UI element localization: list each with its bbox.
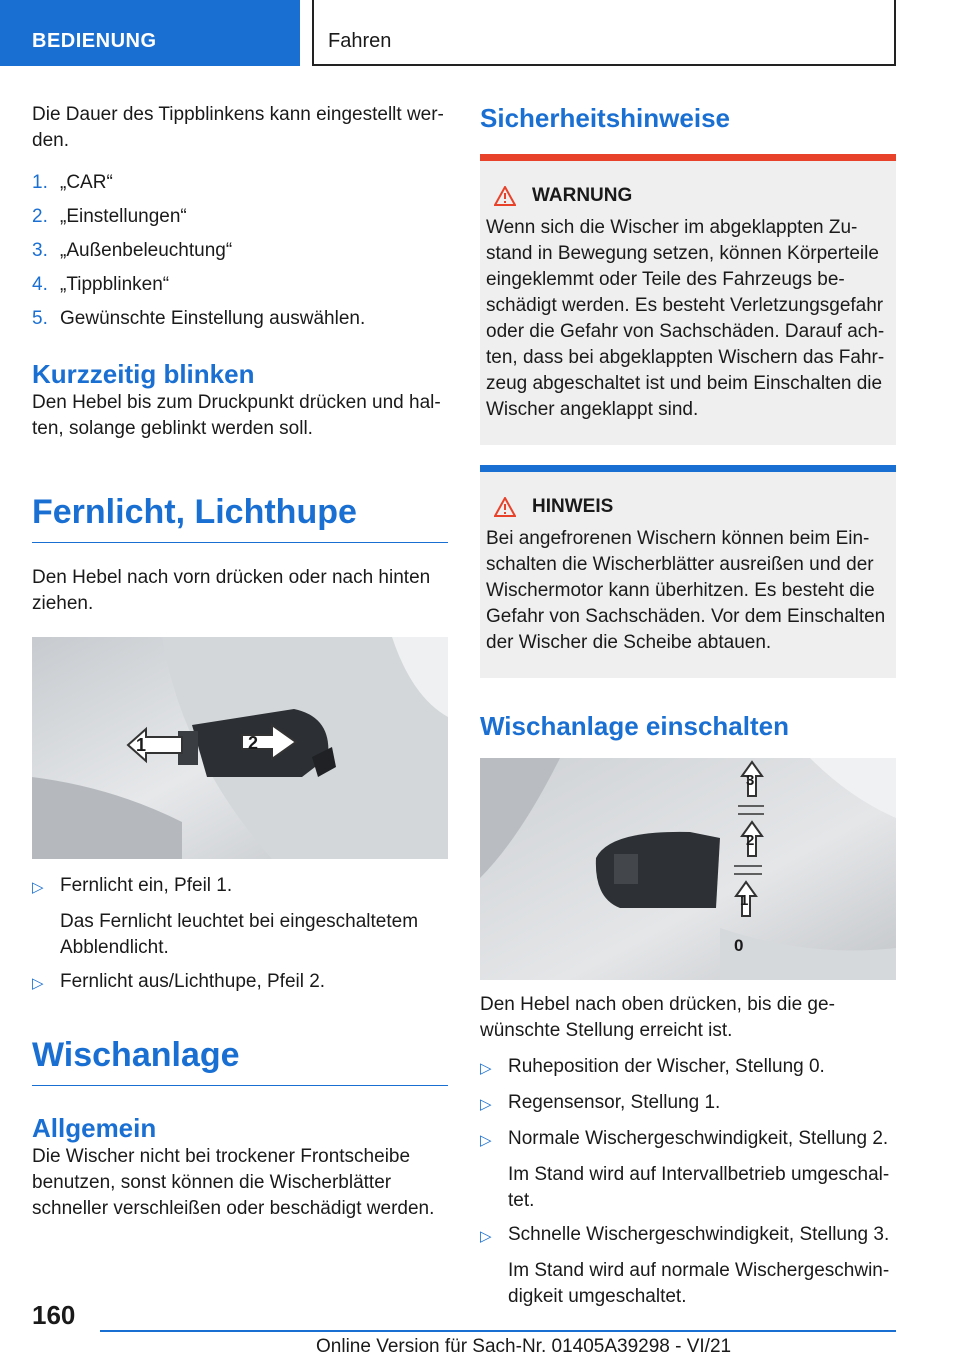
footer-rule [100, 1330, 896, 1332]
einschalten-paragraph: Den Hebel nach oben drücken, bis die ge-wünschte Stellung erreicht ist. [480, 994, 835, 1041]
caution-triangle-icon [494, 497, 516, 517]
position-label-3: 3 [746, 772, 755, 789]
kurzzeitig-paragraph: Den Hebel bis zum Druckpunkt drücken und hal-ten, solange geblinkt werden soll. [32, 392, 441, 439]
heading-fernlicht: Fernlicht, Lichthupe [32, 493, 357, 531]
fernlicht-list [32, 873, 448, 901]
steps-list [32, 170, 448, 332]
einschalten-list-2 [480, 1222, 896, 1250]
hint-box [480, 465, 896, 678]
warning-triangle-icon [494, 186, 516, 206]
chapter-title: Fahren [312, 0, 896, 66]
section-tab: BEDIENUNG [0, 0, 300, 66]
list-item: 5. Gewünschte Einstellung auswählen. [32, 308, 366, 329]
heading-kurzzeitig: Kurzzeitig blinken [32, 359, 255, 389]
triangle-bullet-icon: ▷ [480, 1132, 492, 1149]
list-item: ▷ Regensensor, Stellung 1. [480, 1090, 896, 1118]
list-item: 1. „CAR“ [32, 172, 113, 193]
arrow-label-1: 1 [136, 735, 147, 755]
hint-text: Bei angefrorenen Wischern können beim Ein-schalten die Wischerblätter ausreißen und der Wischermotor kann überhitzen. Es besteht die Gefahr von Sachschäden. Vor dem Einschalten der Wischer die Scheibe abtauen. [486, 528, 886, 653]
arrow-label-2: 2 [248, 733, 259, 753]
fernlicht-paragraph: Den Hebel nach vorn drücken oder nach hinten ziehen. [32, 567, 431, 614]
heading-wischanlage: Wischanlage [32, 1036, 240, 1074]
list-item: 4. „Tippblinken“ [32, 274, 170, 295]
fernlicht-list-2 [32, 969, 448, 997]
warning-text: Wenn sich die Wischer im abgeklappten Zu-stand in Bewegung setzen, können Körperteile eingeklemmt oder Teile des Fahrzeugs be-schädigt werden. Es besteht Verletzungsgefahr oder die Gefahr von Sachschäden. Darauf ach-ten, dass bei abgeklappten Wischern das Fahr-zeug abgeschaltet ist und beim Einschalten die Wischer angeklappt sind. [486, 217, 885, 420]
list-item: 2. „Einstellungen“ [32, 206, 187, 227]
list-item: ▷ Fernlicht ein, Pfeil 1. [32, 873, 448, 901]
page-number: 160 [32, 1300, 76, 1330]
intro-paragraph: Die Dauer des Tippblinkens kann eingestellt wer-den. [32, 104, 444, 151]
triangle-bullet-icon: ▷ [32, 975, 44, 992]
heading-allgemein: Allgemein [32, 1113, 157, 1143]
list-item: 3. „Außenbeleuchtung“ [32, 240, 233, 261]
position-label-2: 2 [746, 832, 755, 849]
triangle-bullet-icon: ▷ [480, 1096, 492, 1113]
position-label-1: 1 [740, 892, 749, 909]
warning-title: WARNUNG [532, 185, 633, 206]
wischanlage-image [480, 758, 896, 980]
triangle-bullet-icon: ▷ [480, 1228, 492, 1245]
left-column [32, 102, 448, 1222]
list-item: ▷ Normale Wischergeschwindigkeit, Stellung 2. [480, 1126, 896, 1154]
heading-sicherheitshinweise: Sicherheitshinweise [480, 103, 730, 133]
heading-rule [32, 1085, 448, 1086]
position-label-0: 0 [734, 936, 744, 955]
right-column [480, 102, 896, 1318]
allgemein-paragraph: Die Wischer nicht bei trockener Frontscheibe benutzen, sonst können die Wischerblätter schneller verschleißen oder beschädigt werden. [32, 1146, 435, 1219]
list-item: ▷ Ruheposition der Wischer, Stellung 0. [480, 1054, 896, 1082]
footer-online-version: Online Version für Sach-Nr. 01405A39298 - VI/21 [316, 1336, 732, 1357]
fernlicht-image [32, 637, 448, 859]
list-item: ▷ Schnelle Wischergeschwindigkeit, Stellung 3. [480, 1222, 896, 1250]
hint-title: HINWEIS [532, 496, 614, 517]
list-item-detail: Das Fernlicht leuchtet bei eingeschaltetem Abblendlicht. [60, 911, 419, 958]
warning-box [480, 154, 896, 445]
list-item: ▷ Fernlicht aus/Lichthupe, Pfeil 2. [32, 969, 448, 997]
einschalten-list [480, 1054, 896, 1154]
heading-wischanlage-einschalten: Wischanlage einschalten [480, 711, 789, 741]
triangle-bullet-icon: ▷ [32, 879, 44, 896]
list-item-detail: Im Stand wird auf normale Wischergeschwin-digkeit umgeschaltet. [508, 1260, 890, 1307]
heading-rule [32, 542, 448, 543]
triangle-bullet-icon: ▷ [480, 1060, 492, 1077]
list-item-detail: Im Stand wird auf Intervallbetrieb umgeschal-tet. [508, 1164, 890, 1211]
